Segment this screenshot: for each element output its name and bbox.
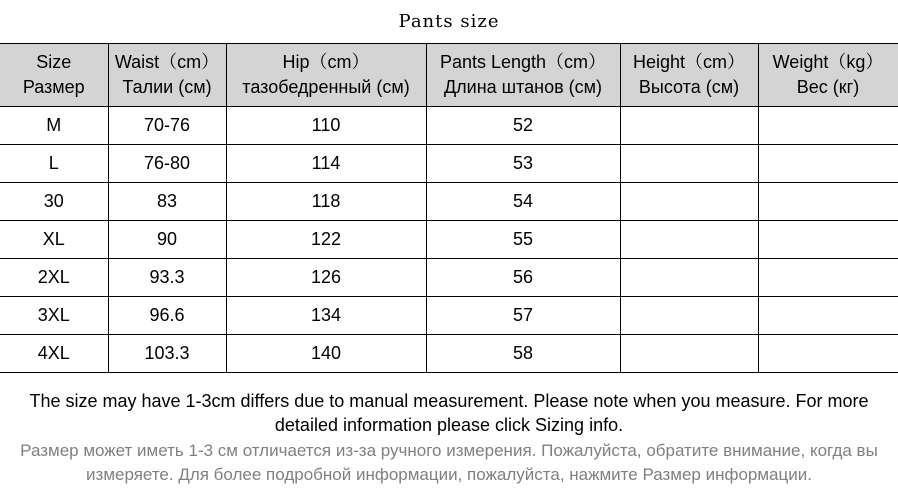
cell-weight [758,297,898,335]
cell-weight [758,221,898,259]
table-row [0,145,898,183]
cell-size: 3XL [0,297,108,335]
table-row [0,107,898,145]
measurement-note [0,383,898,487]
header-pants-length: Pants Length（cm） Длина штанов (см) [426,44,620,107]
header-size: Size Размер [0,44,108,107]
cell-size: 4XL [0,335,108,373]
cell-waist: 83 [108,183,226,221]
cell-length: 54 [426,183,620,221]
cell-weight [758,259,898,297]
cell-height [620,107,758,145]
cell-hip: 140 [226,335,426,373]
cell-length: 55 [426,221,620,259]
table-row [0,183,898,221]
cell-size: M [0,107,108,145]
cell-length: 56 [426,259,620,297]
cell-height [620,259,758,297]
note-russian: Размер может иметь 1-3 см отличается из-за ручного измерения. Пожалуйста, обратите внимание, когда вы измеряете. Для более подробной информации, пожалуйста, нажмите Размер информации. [20,441,878,484]
cell-weight [758,183,898,221]
note-english: The size may have 1-3cm differs due to manual measurement. Please note when you measure. For more detailed information please click Sizing info. [29,391,869,435]
cell-height [620,145,758,183]
header-hip: Hip（cm） тазобедренный (см) [226,44,426,107]
cell-waist: 96.6 [108,297,226,335]
cell-height [620,297,758,335]
cell-hip: 110 [226,107,426,145]
cell-height [620,335,758,373]
cell-length: 53 [426,145,620,183]
table-row [0,259,898,297]
header-weight: Weight（kg） Вес (кг) [758,44,898,107]
cell-size: L [0,145,108,183]
cell-weight [758,145,898,183]
cell-hip: 126 [226,259,426,297]
cell-length: 52 [426,107,620,145]
cell-waist: 70-76 [108,107,226,145]
cell-size: XL [0,221,108,259]
table-header-row [0,44,898,107]
table-row [0,335,898,373]
cell-waist: 76-80 [108,145,226,183]
cell-height [620,183,758,221]
cell-size: 30 [0,183,108,221]
cell-weight [758,107,898,145]
cell-weight [758,335,898,373]
cell-hip: 134 [226,297,426,335]
cell-waist: 103.3 [108,335,226,373]
cell-waist: 90 [108,221,226,259]
table-row [0,297,898,335]
cell-length: 57 [426,297,620,335]
cell-waist: 93.3 [108,259,226,297]
cell-size: 2XL [0,259,108,297]
cell-length: 58 [426,335,620,373]
size-table [0,43,898,373]
cell-hip: 118 [226,183,426,221]
header-waist: Waist（cm） Талии (см) [108,44,226,107]
cell-hip: 122 [226,221,426,259]
page-title: Pants size [0,0,898,44]
cell-hip: 114 [226,145,426,183]
table-row [0,221,898,259]
cell-height [620,221,758,259]
header-height: Height（cm） Высота (см) [620,44,758,107]
